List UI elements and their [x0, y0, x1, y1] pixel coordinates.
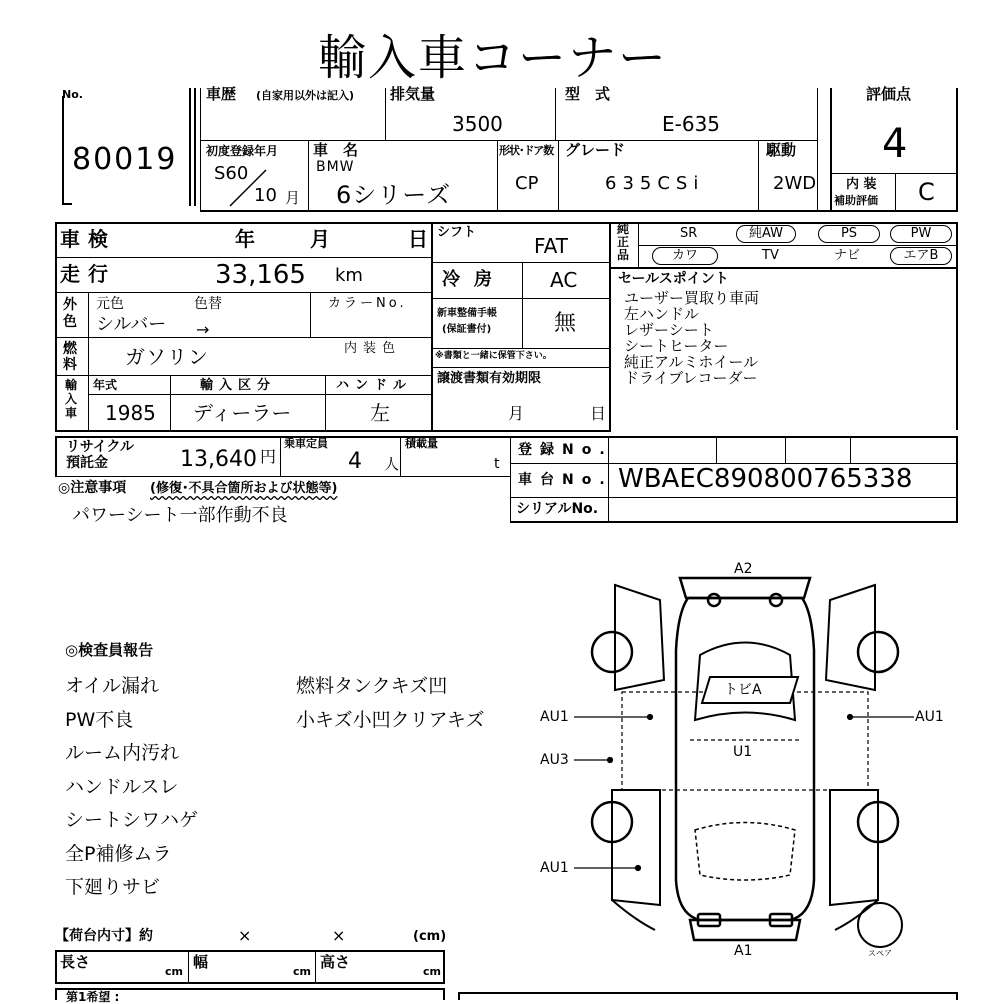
history-note: (自家用以外は記入) — [256, 89, 355, 102]
desire-right-rule — [443, 988, 445, 1000]
recycle-divider-1 — [280, 436, 281, 476]
diagram-label-au1-right: AU1 — [915, 709, 944, 725]
wheel-right-rear — [858, 632, 898, 672]
spare-wheel — [858, 903, 902, 947]
windshield — [695, 823, 795, 881]
report-item: ルーム内汚れ — [65, 742, 180, 764]
original-color-label: 元色 — [96, 296, 124, 312]
report-item: PW不良 — [65, 708, 134, 731]
rear-bumper — [680, 578, 810, 598]
equip-top-rule — [609, 222, 958, 224]
header-col-8 — [817, 88, 818, 210]
warranty-label-2: (保証書付) — [442, 324, 492, 335]
diagram-label-au1-left-bottom: AU1 — [540, 860, 569, 876]
first-reg-month-unit: 月 — [285, 189, 301, 207]
recycle-bottom-rule — [55, 476, 510, 477]
specs-rule-2 — [55, 292, 433, 293]
equip-navi: ナビ — [834, 248, 861, 263]
equip-pw: PW — [890, 225, 952, 243]
shift-value: FAT — [534, 234, 569, 258]
inspector-report-left — [65, 670, 198, 905]
mileage-value: 33,165 — [215, 260, 306, 290]
sales-point: ユーザー買取り車両 — [624, 289, 760, 307]
inspection-month-unit: 月 — [310, 227, 330, 251]
fuel-value: ガソリン — [125, 345, 209, 369]
bracket-right-1 — [189, 88, 191, 206]
header-col-2 — [385, 88, 386, 140]
import-type-label: 輸入区分 — [200, 378, 277, 393]
sales-points-list — [624, 290, 759, 386]
import-sub-rule — [88, 394, 431, 395]
mid-right-rule — [609, 222, 611, 430]
bracket-right-2 — [194, 88, 196, 206]
sales-point: シートヒーター — [624, 337, 729, 355]
wheel-left-rear — [592, 632, 632, 672]
reg-right-rule — [956, 436, 958, 522]
interior-label-2: 補助評価 — [834, 194, 878, 207]
header-col-4 — [308, 140, 309, 210]
recycle-label-1: リサイクル — [66, 439, 135, 455]
desire-label: 第1希望 : — [66, 990, 120, 1004]
chassis-value: WBAEC890800765338 — [618, 464, 913, 494]
first-reg-label: 初度登録年月 — [206, 144, 279, 158]
interior-label-1: 内 装 — [846, 177, 877, 192]
history-label: 車歴 — [206, 85, 237, 103]
mileage-label: 走行 — [60, 262, 116, 286]
import-divider-1 — [170, 375, 171, 430]
dot-au1-right — [848, 715, 853, 720]
report-item: ハンドルスレ — [65, 775, 179, 798]
sales-point: 純正アルミホイール — [624, 353, 759, 371]
mileage-unit: km — [335, 265, 363, 286]
shift-label: シフト — [437, 225, 477, 240]
model-year-label: 年式 — [93, 378, 118, 392]
mid-rule-1 — [431, 262, 611, 263]
chassis-label: 車台No. — [518, 472, 613, 488]
load-label: 積載量 — [405, 437, 438, 450]
recycle-label-2: 預託金 — [66, 455, 108, 471]
cargo-length-label: 長さ — [60, 953, 91, 971]
serial-label: シリアルNo. — [516, 501, 599, 517]
diagram-label-a2: A2 — [734, 561, 753, 577]
reg-cell-1 — [716, 436, 717, 463]
recycle-value: 13,640 — [180, 447, 257, 472]
cargo-x1: × — [238, 926, 252, 945]
diagram-label-au3: AU3 — [540, 752, 569, 768]
specs-rule-3 — [55, 337, 433, 338]
score-divider — [895, 173, 896, 210]
cargo-x2: × — [332, 926, 346, 945]
reg-cell-3 — [850, 436, 851, 463]
interior-value: C — [918, 178, 935, 206]
no-label: No. — [62, 88, 83, 101]
left-rear-quarter — [615, 585, 664, 690]
inspection-year-unit: 年 — [235, 227, 255, 251]
equip-ps: PS — [818, 225, 880, 243]
bottom-right-box-left — [458, 992, 460, 1000]
notes-sub-label: (修復･不具合箇所および状態等) — [150, 481, 338, 496]
rear-light-left — [708, 594, 720, 606]
exterior-color-label: 外色 — [63, 297, 77, 330]
diagram-label-a1: A1 — [734, 943, 753, 959]
warranty-note: ※書類と一緒に保管下さい。 — [435, 351, 552, 361]
cargo-divider-2 — [315, 950, 316, 984]
handle-label: ハンドル — [336, 378, 413, 393]
mid-top-rule — [431, 222, 611, 224]
color-no-divider — [310, 292, 311, 337]
score-rule — [830, 173, 956, 174]
capacity-label: 乗車定員 — [284, 437, 328, 450]
first-reg-month: 10 — [254, 185, 277, 206]
report-item: オイル漏れ — [65, 675, 160, 697]
ac-label: 冷房 — [442, 269, 506, 290]
right-rear-quarter — [826, 585, 875, 690]
grade-value: 635CSi — [605, 173, 705, 194]
bracket-left-bottom — [62, 203, 72, 205]
specs-left-rule — [55, 222, 57, 430]
car-name-label: 車 名 — [313, 141, 359, 159]
mid-bottom-rule — [431, 430, 611, 432]
inspector-report-label: ◎検査員報告 — [65, 641, 154, 659]
bottom-right-box-right — [956, 992, 958, 1000]
model-code-label: 型 式 — [565, 85, 611, 103]
header-col-10 — [956, 88, 958, 210]
color-no-label: カラーNo. — [328, 296, 407, 311]
sales-point: レザーシート — [624, 321, 714, 339]
equip-tv: TV — [762, 248, 779, 263]
first-reg-era-year: S60 — [214, 163, 249, 184]
model-code-value: E-635 — [662, 112, 721, 136]
fuel-label: 燃料 — [63, 341, 77, 373]
recycle-divider-2 — [400, 436, 401, 476]
notes-text: パワーシート一部作動不良 — [72, 505, 288, 526]
transfer-day: 日 — [590, 404, 607, 423]
notes-label: ◎注意事項 — [58, 480, 127, 496]
drive-label: 駆動 — [766, 141, 797, 159]
car-model: 6シリーズ — [336, 181, 452, 209]
rear-light-right — [770, 594, 782, 606]
reg-no-label: 登録No. — [518, 442, 613, 458]
cargo-table — [55, 950, 445, 984]
mid-divider-1 — [522, 262, 523, 298]
reg-left-rule — [510, 436, 511, 522]
recycle-unit: 円 — [260, 447, 277, 466]
inspector-report-right — [296, 670, 484, 737]
equip-right-rule — [956, 222, 958, 430]
displacement-value: 3500 — [452, 112, 503, 136]
dot-au3 — [608, 758, 613, 763]
warranty-value: 無 — [554, 311, 577, 336]
color-arrow: → — [196, 320, 210, 339]
diagram-label-u1: U1 — [733, 744, 753, 760]
displacement-label: 排気量 — [390, 85, 436, 103]
specs-rule-1 — [55, 257, 433, 258]
import-label: 輸入車 — [65, 378, 78, 420]
right-door-panel — [830, 790, 878, 905]
inspection-label: 車検 — [60, 227, 116, 251]
load-unit: t — [494, 456, 500, 472]
cargo-height-label: 高さ — [320, 953, 351, 971]
reg-bottom-rule — [510, 521, 958, 523]
header-bottom-rule — [200, 210, 958, 212]
handle-value: 左 — [370, 401, 390, 425]
exterior-divider — [88, 292, 89, 430]
header-col-5 — [497, 140, 498, 210]
mid-divider-2 — [522, 298, 523, 348]
specs-bottom-rule — [55, 430, 433, 432]
report-item: 全P補修ムラ — [65, 842, 172, 865]
report-item: シートシワハゲ — [65, 809, 199, 831]
capacity-value: 4 — [348, 449, 362, 474]
mid-rule-3 — [431, 367, 611, 368]
report-item: 小キズ小凹クリアキズ — [296, 708, 485, 731]
header-rule — [200, 140, 817, 141]
inspection-day-unit: 日 — [408, 227, 428, 251]
color-change-label: 色替 — [194, 296, 222, 312]
diagram-label-au1-left-top: AU1 — [540, 709, 569, 725]
cargo-length-cm: cm — [165, 965, 183, 978]
equip-airbag: エアB — [890, 247, 952, 265]
sales-point: 左ハンドル — [624, 305, 700, 323]
reg-cell-2 — [785, 436, 786, 463]
specs-rule-4 — [55, 375, 433, 376]
desire-left-rule — [55, 988, 57, 1000]
capacity-unit: 人 — [384, 455, 400, 473]
shape-door-label: 形状･ドア数 — [499, 144, 554, 157]
reg-rule-2 — [510, 497, 958, 498]
mid-rule-2b — [431, 348, 611, 349]
equip-aw: 純AW — [736, 225, 796, 243]
lot-number: 80019 — [72, 142, 178, 177]
car-make: BMW — [316, 159, 355, 175]
equip-leather: カワ — [652, 247, 718, 265]
sales-point: ドライブレコーダー — [624, 369, 758, 387]
report-item: 下廻りサビ — [65, 876, 161, 898]
dot-au1-left-bottom — [636, 866, 641, 871]
cargo-height-cm: cm — [423, 965, 441, 978]
score-label: 評価点 — [866, 85, 912, 103]
equip-bottom-rule — [609, 267, 958, 269]
report-item: 燃料タンクキズ凹 — [296, 675, 448, 697]
cargo-width-label: 幅 — [193, 953, 209, 971]
mid-rule-2 — [431, 298, 611, 299]
model-year-value: 1985 — [105, 401, 156, 425]
header-col-3 — [555, 88, 556, 140]
shape-value: CP — [515, 173, 539, 194]
specs-top-rule — [55, 222, 433, 224]
car-diagram — [530, 560, 970, 960]
interior-color-label: 内装色 — [344, 341, 402, 356]
ac-value: AC — [550, 268, 578, 292]
header-col-6 — [558, 140, 559, 210]
import-type-value: ディーラー — [193, 401, 292, 425]
score-value: 4 — [882, 121, 908, 167]
import-divider-2 — [325, 375, 326, 430]
drive-value: 2WD — [773, 173, 817, 194]
sales-points-label: セールスポイント — [618, 271, 729, 287]
bracket-left — [62, 96, 64, 204]
warranty-label-1: 新車整備手帳 — [437, 308, 497, 319]
specs-right-rule — [431, 222, 433, 430]
cargo-divider-1 — [188, 950, 189, 984]
front-bumper — [690, 920, 800, 940]
bottom-right-box-top — [458, 992, 958, 994]
diagram-label-tobi: トビA — [724, 682, 762, 698]
cargo-label: 【荷台内寸】約 — [55, 928, 153, 944]
page-title: 輸入車コーナー — [318, 30, 669, 86]
interior-dashed — [622, 692, 868, 790]
cargo-unit: (cm) — [413, 929, 447, 944]
dot-au1-left — [648, 715, 653, 720]
recycle-left-rule — [55, 436, 57, 476]
header-col-1 — [200, 88, 201, 210]
equip-mid-rule — [638, 245, 956, 246]
transfer-label: 譲渡書類有効期限 — [437, 371, 542, 386]
original-color-value: シルバー — [96, 314, 167, 335]
grade-label: グレード — [565, 141, 626, 159]
cargo-width-cm: cm — [293, 965, 311, 978]
recycle-top-rule — [55, 436, 958, 438]
header-col-7 — [758, 140, 759, 210]
diagram-label-spare: スペア — [868, 949, 892, 958]
equipment-label: 純正品 — [617, 222, 630, 262]
header-col-9 — [830, 88, 832, 210]
transfer-month: 月 — [508, 404, 525, 423]
equip-sr: SR — [680, 226, 698, 241]
left-door-panel — [612, 790, 660, 905]
